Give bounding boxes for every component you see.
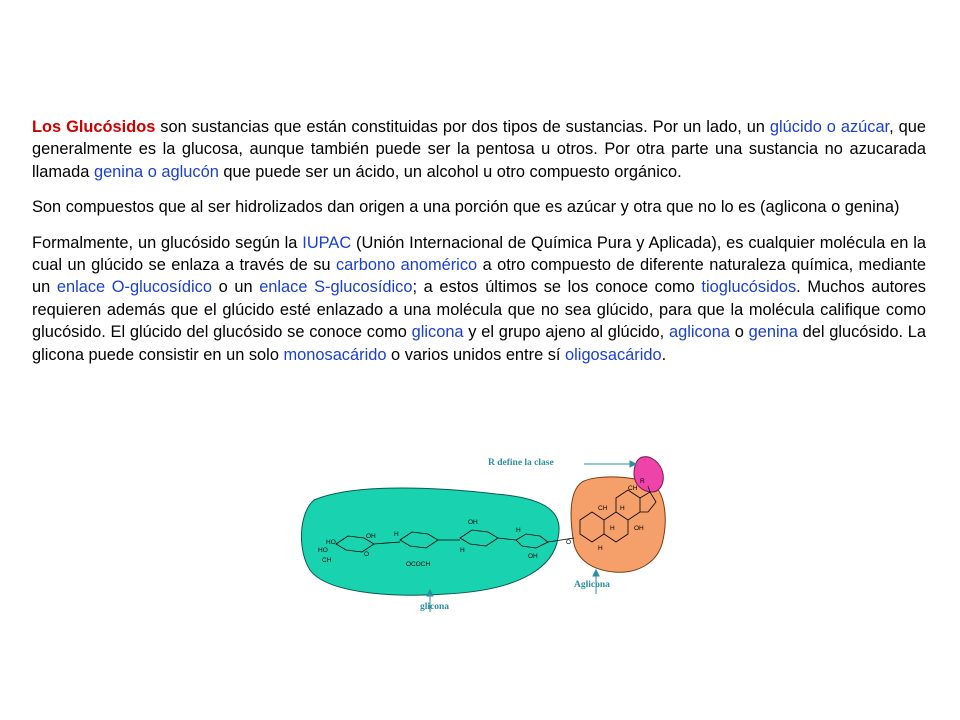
atom-r: R [640,478,645,485]
term-link[interactable]: oligosacárido [565,345,662,364]
term-link[interactable]: enlace S-glucosídico [259,278,413,297]
atom-h3c3: H [516,527,521,534]
body-text [32,116,926,379]
text-run: ; a estos últimos se los conoce como [412,278,702,297]
atom-oh3: OH [528,553,538,560]
label-glicona: glicona [420,602,450,612]
term-link[interactable]: aglicona [668,323,731,342]
term-link[interactable]: glúcido o azúcar [769,118,890,136]
text-run: del glucósido. La glicona puede consistir en un solo [32,323,926,364]
atom-oh2: OH [468,519,478,526]
text-run: , que generalmente es la glucosa, aunque también puede ser la pentosa u otros. Por otra parte una sustancia no azucarada llamada [32,118,926,181]
text-run: o [730,323,749,342]
text-run: . [661,345,667,364]
term-link[interactable]: glicona [411,323,464,342]
atom-o-ring: O [364,551,370,558]
term-link[interactable]: monosacárido [283,345,387,364]
atom-ch2oh: CH [322,557,332,564]
text-run: o un [211,278,260,297]
paragraph-2 [32,196,926,218]
atom-ococh3: OCOCH [406,561,431,568]
term-link[interactable]: carbono anomérico [335,256,478,275]
atom-oh1: OH [366,533,376,540]
term-link[interactable]: IUPAC [302,233,352,252]
atom-o-link: O [566,539,572,546]
term-link[interactable]: genina o aglucón [93,162,219,181]
atom-ch3-top: CH [628,485,638,492]
atom-ho1: HO [326,539,336,546]
text-run: . Muchos autores requieren además que el glúcido esté enlazado a una molécula que no sea glúcido, para que la molécula califique como glucósido. El glúcido del glucósido se conoce como [32,278,927,342]
text-run: (Unión Internacional de Química Pura y Aplicada), es cualquier molécula en la cual un glúcido se enlaza a través de su [32,233,927,275]
paragraph-3 [32,232,926,366]
text-run: a otro compuesto de diferente naturaleza química, mediante un [32,256,926,297]
atom-ch3-left: CH [598,505,608,512]
glycoside-structure-svg [296,452,696,622]
text-run: Son compuestos que al ser hidrolizados dan origen a una porción que es azúcar y otra que no lo es (aglicona o genina) [32,198,900,217]
term-link[interactable]: genina [748,323,798,342]
label-r-define-clase: R define la clase [488,458,554,468]
text-run: y el grupo ajeno al glúcido, [463,323,669,342]
term-highlight: Los Glucósidos [32,118,156,136]
atom-ho2: HO [318,547,328,554]
text-run: Formalmente, un glucósido según la [32,233,303,252]
paragraph-1 [32,116,926,183]
text-run: son sustancias que están constituidas por dos tipos de sustancias. Por un lado, un [155,118,770,136]
atom-h1: H [620,505,625,512]
term-link[interactable]: tioglucósidos [701,278,797,297]
atom-h2: H [610,525,615,532]
atom-oh-right: OH [634,525,644,532]
atom-h3c2: H [460,547,465,554]
text-run: o varios unidos entre sí [386,345,566,364]
glycoside-diagram [296,452,696,622]
label-aglicona: Aglicona [574,580,610,590]
atom-h3c1: H [394,531,399,538]
text-run: que puede ser un ácido, un alcohol u otro compuesto orgánico. [218,162,682,181]
term-link[interactable]: enlace O-glucosídico [56,278,212,297]
atom-h3: H [598,545,603,552]
